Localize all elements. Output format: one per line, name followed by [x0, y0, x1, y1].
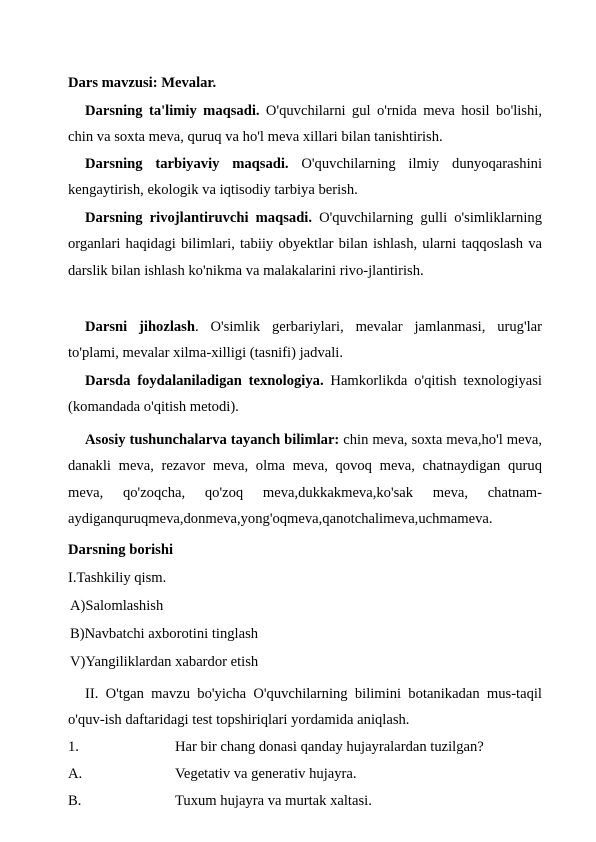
list-item: A)Salomlashish — [70, 598, 164, 614]
list-item: V)Yangiliklardan xabardor etish — [70, 654, 259, 670]
question-number: 1. — [68, 739, 79, 755]
answer-letter: B. — [68, 793, 82, 809]
paragraph-developmental-goal: Darsning rivojlantiruvchi maqsadi. O'quvchilarning gulli o'simliklarning organlari haqidagi bilimlari, tabiiy obyektlar bilan ishlash, ularni taqqoslash va darslik bilan ishlash ko'nikma va malakalarini rivo-jlantirish. — [68, 210, 542, 279]
part-one-heading: I.Tashkiliy qism. — [68, 570, 167, 586]
answer-letter: A. — [68, 766, 83, 782]
paragraph-technology: Darsda foydalaniladigan texnologiya. Hamkorlikda o'qitish texnologiyasi (komandada o'qitish metodi). — [68, 373, 542, 416]
paragraph-upbringing-goal: Darsning tarbiyaviy maqsadi. O'quvchilarning ilmiy dunyoqarashini kengaytirish, ekologik va iqtisodiy tarbiya berish. — [68, 156, 542, 199]
paragraph-equipment: Darsni jihozlash. O'simlik gerbariylari, mevalar jamlanmasi, urug'lar to'plami, mevalar xilma-xilligi (tasnifi) jadvali. — [68, 319, 542, 362]
question-text: Har bir chang donasi qanday hujayralardan tuzilgan? — [175, 739, 484, 755]
answer-text: Vegetativ va generativ hujayra. — [175, 766, 357, 782]
section-heading-lesson-flow: Darsning borishi — [68, 542, 174, 558]
paragraph-key-concepts: Asosiy tushunchalarva tayanch bilimlar: chin meva, soxta meva,ho'l meva, danakli meva, rezavor meva, olma meva, qovoq meva, chatnaydigan quruq meva, qo'zoqcha, qo'zoq meva,dukkakmeva,ko'sak meva, chatnam-aydiganquruqmeva,donmeva,yong'oqmeva,qanotchalimeva,uchmameva. — [68, 432, 542, 527]
list-item: B)Navbatchi axborotini tinglash — [70, 626, 259, 642]
answer-text: Tuxum hujayra va murtak xaltasi. — [175, 793, 372, 809]
lesson-title: Dars mavzusi: Mevalar. — [68, 75, 217, 91]
paragraph-educational-goal: Darsning ta'limiy maqsadi. O'quvchilarni gul o'rnida meva hosil bo'lishi, chin va soxta meva, quruq va ho'l meva xillari bilan tanishtirish. — [68, 103, 542, 146]
part-two-paragraph: II. O'tgan mavzu bo'yicha O'quvchilarning bilimini botanikadan mus-taqil o'quv-ish daftaridagi test topshiriqlari yordamida aniqlash. — [68, 686, 542, 729]
